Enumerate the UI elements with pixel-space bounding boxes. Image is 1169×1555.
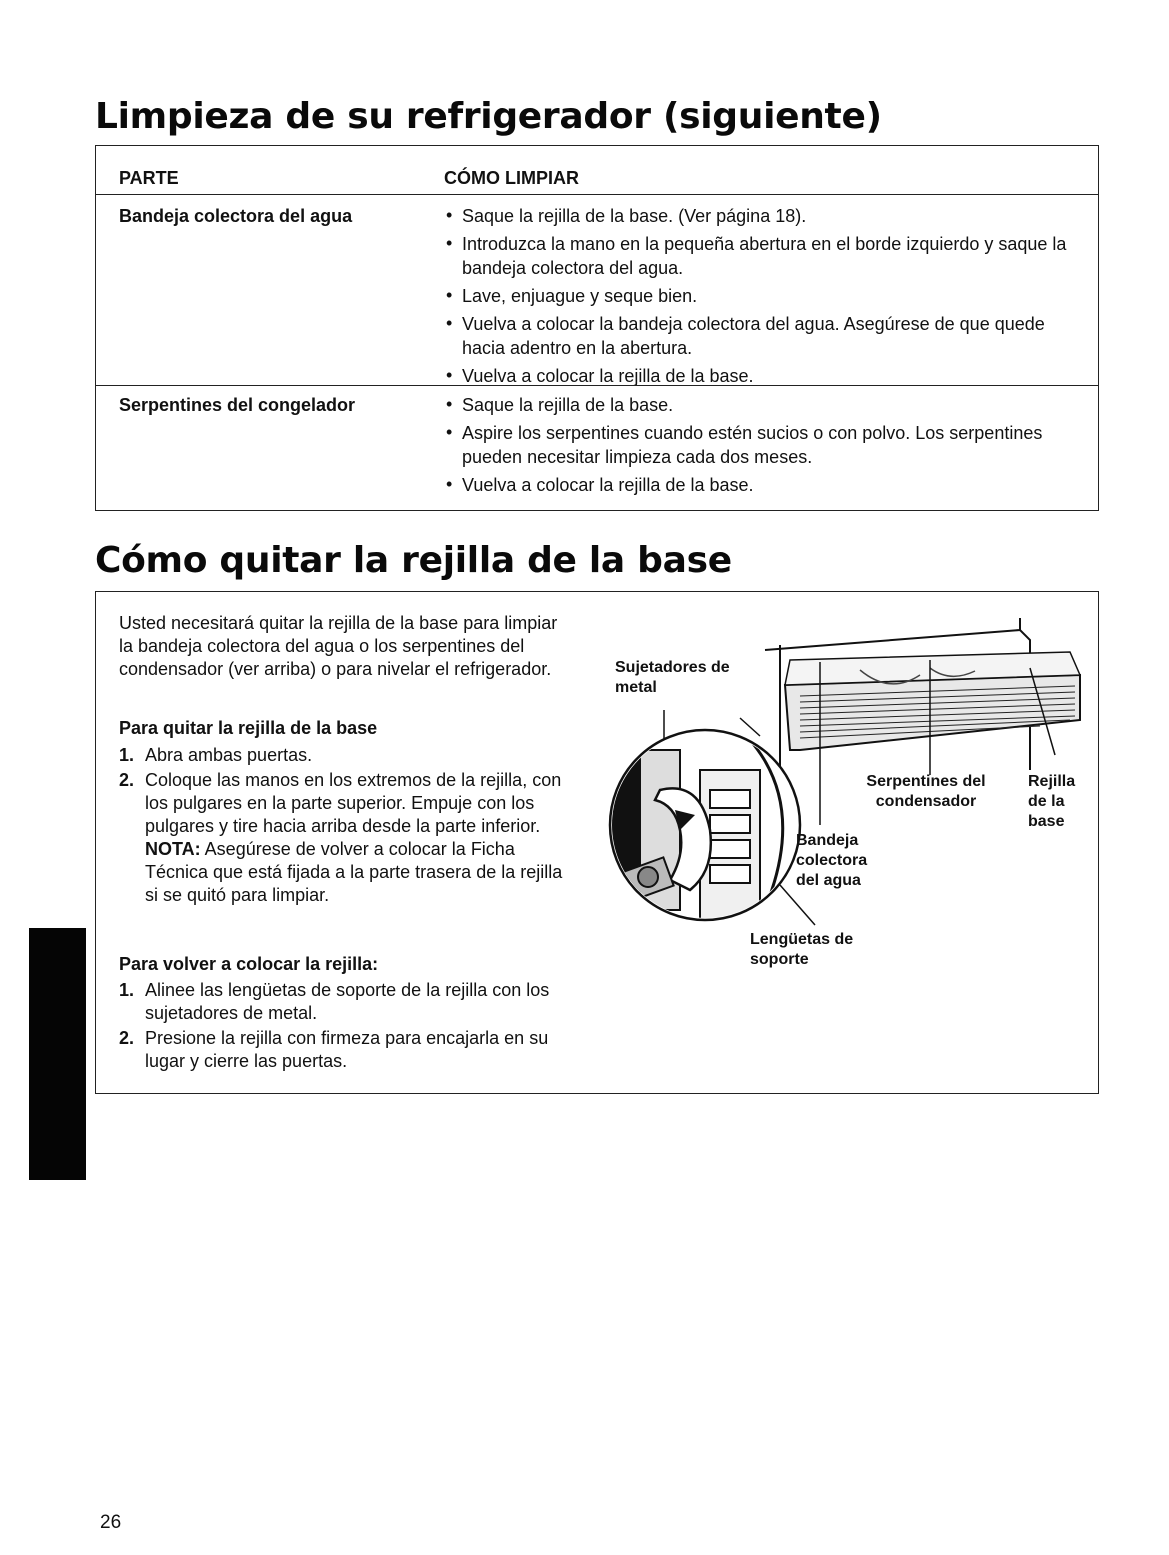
list-item: • Vuelva a colocar la bandeja colectora del agua. Asegúrese de que quede hacia adentro en la abertura. <box>444 312 1084 360</box>
label-support-tabs: Lengüetas de soporte <box>750 931 854 968</box>
column-header-how-to-clean: CÓMO LIMPIAR <box>444 168 579 188</box>
step-number: 2. <box>119 1028 135 1048</box>
step-text: Coloque las manos en los extremos de la rejilla, con los pulgares en la parte superior. Empuje con los pulgares y tire hacia arriba desde la parte inferior. <box>145 770 562 836</box>
header-divider <box>96 194 1098 195</box>
section-tab-marker <box>29 928 86 1180</box>
step-text: Abra ambas puertas. <box>145 745 313 765</box>
step-number: 1. <box>119 980 135 1000</box>
list-item: • Vuelva a colocar la rejilla de la base. <box>444 473 1084 497</box>
remove-steps <box>119 744 569 909</box>
step-number: 2. <box>119 770 135 790</box>
table-row-steps <box>444 204 1084 392</box>
label-condenser-coils: Serpentines del condensador <box>866 773 986 810</box>
base-grille-illustration <box>600 600 1090 990</box>
section-title: Cómo quitar la rejilla de la base <box>95 540 732 581</box>
list-item: • Vuelva a colocar la rejilla de la base. <box>444 364 1084 388</box>
list-item: • Saque la rejilla de la base. (Ver página 18). <box>444 204 1084 228</box>
list-item: • Lave, enjuague y seque bien. <box>444 284 1084 308</box>
note <box>145 838 569 907</box>
label-drain-pan: Bandeja colectora del agua <box>796 832 868 889</box>
list-item: • Aspire los serpentines cuando estén sucios o con polvo. Los serpentines pueden necesitar limpieza cada dos meses. <box>444 421 1084 469</box>
replace-heading: Para volver a colocar la rejilla: <box>119 954 379 974</box>
label-base-grille: Rejilla de la base <box>1028 773 1076 830</box>
list-item <box>119 769 569 907</box>
intro-paragraph: Usted necesitará quitar la rejilla de la base para limpiar la bandeja colectora del agua o los serpentines del condensador (ver arriba) o para nivelar el refrigerador. <box>119 613 558 679</box>
table-row-part: Serpentines del congelador <box>119 395 356 415</box>
page-title: Limpieza de su refrigerador (siguiente) <box>95 96 882 137</box>
cleaning-table <box>95 145 1099 511</box>
table-row-steps <box>444 393 1084 501</box>
row-divider <box>96 385 1098 386</box>
label-metal-clips: Sujetadores de metal <box>615 659 730 696</box>
remove-heading: Para quitar la rejilla de la base <box>119 718 378 738</box>
step-number: 1. <box>119 745 135 765</box>
list-item <box>119 979 569 1025</box>
note-text: Asegúrese de volver a colocar la Ficha Técnica que está fijada a la parte trasera de la rejilla si se quitó para limpiar. <box>145 839 563 905</box>
column-header-part: PARTE <box>119 168 179 188</box>
step-text: Presione la rejilla con firmeza para encajarla en su lugar y cierre las puertas. <box>145 1028 549 1071</box>
list-item: • Introduzca la mano en la pequeña abertura en el borde izquierdo y saque la bandeja colectora del agua. <box>444 232 1084 280</box>
replace-steps <box>119 979 569 1075</box>
page-number: 26 <box>100 1512 122 1533</box>
table-row-part: Bandeja colectora del agua <box>119 206 353 226</box>
list-item <box>119 744 569 767</box>
list-item: • Saque la rejilla de la base. <box>444 393 1084 417</box>
step-text: Alinee las lengüetas de soporte de la rejilla con los sujetadores de metal. <box>145 980 550 1023</box>
note-label: NOTA: <box>145 839 201 859</box>
list-item <box>119 1027 569 1073</box>
